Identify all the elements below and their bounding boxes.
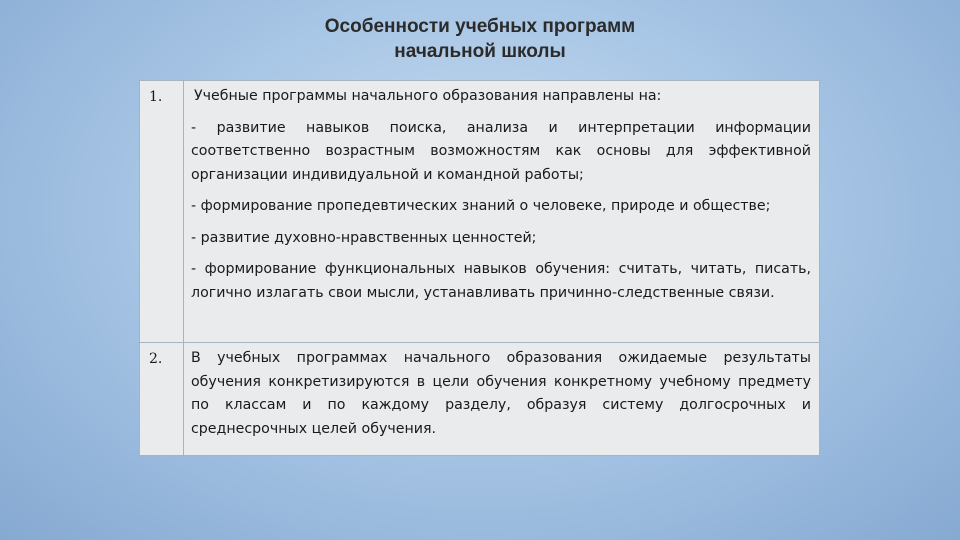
row-1-number: 1. bbox=[149, 89, 163, 105]
row-divider bbox=[140, 342, 819, 343]
row-1-content bbox=[191, 85, 811, 305]
column-divider bbox=[183, 81, 184, 455]
slide-title bbox=[0, 14, 960, 64]
row-1-item-1: - развитие навыков поиска, анализа и интерпретации информации соответственно возрастным возможностям как основы для эффективной организации индивидуальной и командной работы; bbox=[191, 119, 811, 183]
content-table bbox=[139, 80, 820, 456]
slide-title-line-1: Особенности учебных программ bbox=[324, 16, 636, 37]
row-1-intro: Учебные программы начального образования направлены на: bbox=[194, 88, 662, 104]
row-1-item-3: - развитие духовно-нравственных ценностей; bbox=[191, 229, 537, 246]
row-2-text: В учебных программах начального образования ожидаемые результаты обучения конкретизируются в цели обучения конкретному учебному предмету по классам и по каждому разделу, образуя систему долгосрочных и среднесрочных целей обучения. bbox=[191, 350, 811, 437]
page-number: 32 bbox=[894, 508, 906, 519]
row-1-item-4: - формирование функциональных навыков обучения: считать, читать, писать, логично излагать свои мысли, устанавливать причинно-следственные связи. bbox=[191, 261, 811, 301]
row-2-number: 2. bbox=[149, 351, 163, 367]
row-1-item-2: - формирование пропедевтических знаний о человеке, природе и обществе; bbox=[191, 198, 771, 214]
row-2-content bbox=[191, 347, 811, 441]
slide-title-line-2: начальной школы bbox=[394, 41, 566, 62]
